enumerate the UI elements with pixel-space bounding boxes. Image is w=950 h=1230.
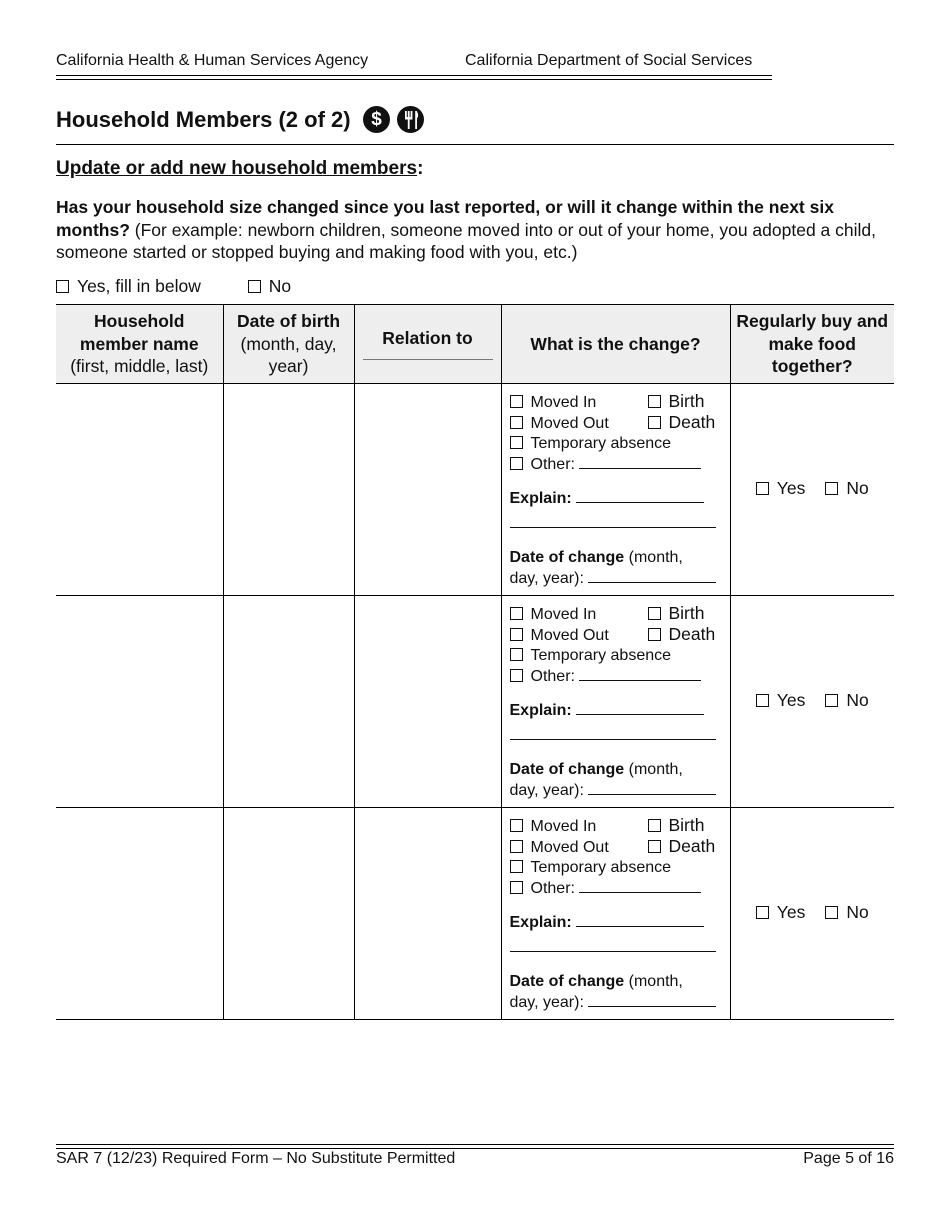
col-header-relation: Relation to	[354, 305, 501, 384]
relation-cell[interactable]	[354, 384, 501, 596]
relation-blank-line	[363, 359, 493, 361]
table-row	[56, 808, 894, 1020]
member-name-cell[interactable]	[56, 808, 223, 1020]
col-header-name: Household member name (first, middle, last)	[56, 305, 223, 384]
together-yes-checkbox[interactable]	[756, 482, 769, 495]
answer-yes-label: Yes, fill in below	[77, 276, 201, 296]
date-of-change-line[interactable]	[588, 992, 716, 1007]
question-bold: Has your household size changed since you last reported, or will it change within the next six months?	[56, 197, 834, 240]
moved-out-checkbox[interactable]	[510, 416, 523, 429]
footer-rule-double	[56, 1148, 894, 1149]
together-no-checkbox[interactable]	[825, 482, 838, 495]
dob-cell[interactable]	[223, 808, 354, 1020]
other-input-line[interactable]	[579, 878, 701, 893]
page-number: Page 5 of 16	[803, 1150, 894, 1167]
other-checkbox[interactable]	[510, 457, 523, 470]
together-yes-checkbox[interactable]	[756, 906, 769, 919]
other-input-line[interactable]	[579, 454, 701, 469]
table-row	[56, 596, 894, 808]
moved-in-checkbox[interactable]	[510, 607, 523, 620]
explain-input-line[interactable]	[576, 700, 704, 715]
table-header-row	[56, 305, 894, 384]
food-utensils-icon	[397, 106, 424, 133]
subheading-colon: :	[417, 158, 424, 179]
department-name: California Department of Social Services	[465, 52, 753, 69]
birth-checkbox[interactable]	[648, 395, 661, 408]
footer-rule	[56, 1144, 894, 1145]
relation-cell[interactable]	[354, 596, 501, 808]
form-identifier: SAR 7 (12/23) Required Form – No Substitute Permitted	[56, 1150, 456, 1167]
section-title	[56, 106, 894, 145]
household-members-table	[56, 304, 894, 1020]
answer-no-label: No	[268, 276, 292, 296]
agency-name: California Health & Human Services Agency	[56, 52, 369, 69]
moved-out-checkbox[interactable]	[510, 840, 523, 853]
moved-out-checkbox[interactable]	[510, 628, 523, 641]
other-checkbox[interactable]	[510, 669, 523, 682]
page-title: Household Members (2 of 2)	[56, 106, 351, 132]
table-row	[56, 384, 894, 596]
explain-input-line[interactable]	[576, 488, 704, 503]
birth-checkbox[interactable]	[648, 819, 661, 832]
col-header-change: What is the change?	[501, 305, 730, 384]
member-name-cell[interactable]	[56, 596, 223, 808]
change-cell: Moved In Birth Moved Out Death Temporary absence Other: Explain: Date of change (month, day, year):	[501, 808, 730, 1020]
date-of-change-line[interactable]	[588, 568, 716, 583]
explain-continuation-line[interactable]	[510, 937, 716, 952]
yes-checkbox[interactable]	[56, 280, 69, 293]
header-rule-double	[56, 79, 772, 80]
together-cell: Yes No	[730, 808, 894, 1020]
explain-continuation-line[interactable]	[510, 725, 716, 740]
other-checkbox[interactable]	[510, 881, 523, 894]
death-checkbox[interactable]	[648, 840, 661, 853]
death-checkbox[interactable]	[648, 628, 661, 641]
header-rule	[56, 75, 772, 76]
together-yes-checkbox[interactable]	[756, 694, 769, 707]
other-input-line[interactable]	[579, 666, 701, 681]
household-size-question	[56, 196, 896, 264]
together-cell: Yes No	[730, 596, 894, 808]
change-cell: Moved In Birth Moved Out Death Temporary absence Other: Explain: Date of change (month, day, year):	[501, 596, 730, 808]
change-cell: Moved In Birth Moved Out Death Temporary absence Other: Explain: Date of change (month, day, year):	[501, 384, 730, 596]
together-no-checkbox[interactable]	[825, 906, 838, 919]
explain-continuation-line[interactable]	[510, 513, 716, 528]
temporary-absence-checkbox[interactable]	[510, 436, 523, 449]
page-footer	[56, 1144, 894, 1167]
relation-cell[interactable]	[354, 808, 501, 1020]
subheading-text: Update or add new household members	[56, 158, 418, 179]
together-no-checkbox[interactable]	[825, 694, 838, 707]
death-checkbox[interactable]	[648, 416, 661, 429]
household-size-answers	[56, 276, 333, 297]
no-checkbox[interactable]	[248, 280, 261, 293]
col-header-dob: Date of birth (month, day, year)	[223, 305, 354, 384]
birth-checkbox[interactable]	[648, 607, 661, 620]
temporary-absence-checkbox[interactable]	[510, 648, 523, 661]
moved-in-checkbox[interactable]	[510, 395, 523, 408]
temporary-absence-checkbox[interactable]	[510, 860, 523, 873]
subheading	[56, 158, 423, 180]
col-header-together: Regularly buy and make food together?	[730, 305, 894, 384]
answer-no[interactable]	[248, 276, 291, 297]
moved-in-checkbox[interactable]	[510, 819, 523, 832]
question-example: (For example: newborn children, someone moved into or out of your home, you adopted a child, someone started or stopped buying and making food with you, etc.)	[56, 219, 876, 262]
answer-yes[interactable]	[56, 276, 201, 297]
together-cell: Yes No	[730, 384, 894, 596]
member-name-cell[interactable]	[56, 384, 223, 596]
dollar-icon: $	[363, 106, 390, 133]
dob-cell[interactable]	[223, 384, 354, 596]
dob-cell[interactable]	[223, 596, 354, 808]
explain-input-line[interactable]	[576, 912, 704, 927]
page-header	[56, 52, 772, 82]
date-of-change-line[interactable]	[588, 780, 716, 795]
program-icons	[363, 106, 425, 133]
